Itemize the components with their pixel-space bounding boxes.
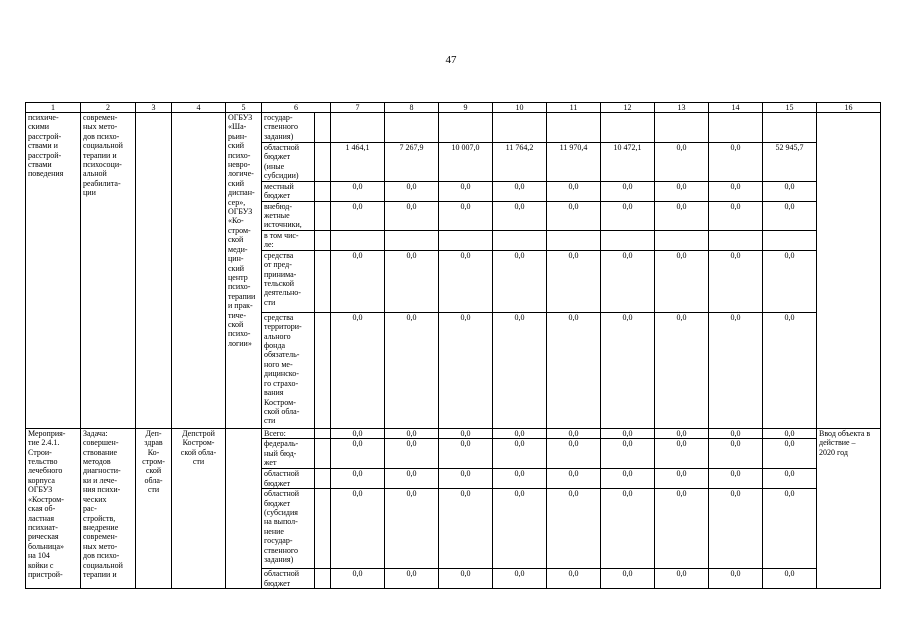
value-cell-col7: 0,0 — [331, 181, 385, 201]
column-header-10: 10 — [493, 103, 547, 113]
column-header-4: 4 — [172, 103, 226, 113]
event-name-cell: психиче- скими расстрой- ствами и расстрой- ствами поведения — [26, 113, 81, 429]
value-cell-col10: 0,0 — [493, 569, 547, 589]
value-cell-col14: 0,0 — [709, 250, 763, 312]
value-cell-col14: 0,0 — [709, 439, 763, 469]
value-cell-col13: 0,0 — [655, 312, 709, 428]
spacer-cell — [315, 439, 331, 469]
value-cell-col11: 0,0 — [547, 439, 601, 469]
value-cell-col11: 11 970,4 — [547, 143, 601, 182]
funding-source-label: Всего: — [262, 428, 315, 438]
value-cell-col9 — [439, 113, 493, 143]
value-cell-col8 — [385, 230, 439, 250]
result-cell — [817, 181, 881, 201]
column-header-5: 5 — [226, 103, 262, 113]
funding-source-label: федераль- ный бюд- жет — [262, 439, 315, 469]
column-header-1: 1 — [26, 103, 81, 113]
value-cell-col15: 52 945,7 — [763, 143, 817, 182]
value-cell-col7: 0,0 — [331, 250, 385, 312]
event-name-cell: Мероприя- тие 2.4.1. Строи- тельство лечебного корпуса ОГБУЗ «Костром- ская об- ластная психиат- рическая больница» на 104 койки с пристрой- — [26, 428, 81, 588]
value-cell-col8: 0,0 — [385, 428, 439, 438]
value-cell-col10: 0,0 — [493, 469, 547, 489]
value-cell-col13: 0,0 — [655, 201, 709, 230]
value-cell-col12: 0,0 — [601, 428, 655, 438]
value-cell-col7 — [331, 113, 385, 143]
value-cell-col9: 0,0 — [439, 569, 493, 589]
value-cell-col7: 0,0 — [331, 201, 385, 230]
result-cell — [817, 201, 881, 230]
value-cell-col15: 0,0 — [763, 439, 817, 469]
value-cell-col15 — [763, 113, 817, 143]
value-cell-col9: 0,0 — [439, 439, 493, 469]
value-cell-col11: 0,0 — [547, 469, 601, 489]
value-cell-col14: 0,0 — [709, 312, 763, 428]
value-cell-col12: 0,0 — [601, 312, 655, 428]
value-cell-col15: 0,0 — [763, 250, 817, 312]
value-cell-col12: 0,0 — [601, 469, 655, 489]
value-cell-col13: 0,0 — [655, 439, 709, 469]
value-cell-col12: 0,0 — [601, 439, 655, 469]
value-cell-col13: 0,0 — [655, 428, 709, 438]
value-cell-col15: 0,0 — [763, 469, 817, 489]
result-cell — [817, 143, 881, 182]
value-cell-col8: 0,0 — [385, 569, 439, 589]
value-cell-col11: 0,0 — [547, 181, 601, 201]
spacer-cell — [315, 230, 331, 250]
result-cell — [817, 312, 881, 428]
value-cell-col7: 0,0 — [331, 312, 385, 428]
value-cell-col15: 0,0 — [763, 181, 817, 201]
value-cell-col10: 0,0 — [493, 201, 547, 230]
task-cell: современ- ных мето- дов психо- социальной терапии и психосоци- альной реабилита- ции — [81, 113, 136, 429]
column-header-9: 9 — [439, 103, 493, 113]
value-cell-col7 — [331, 230, 385, 250]
spacer-cell — [315, 250, 331, 312]
spacer-cell — [315, 113, 331, 143]
column-header-12: 12 — [601, 103, 655, 113]
value-cell-col13: 0,0 — [655, 569, 709, 589]
value-cell-col13: 0,0 — [655, 489, 709, 569]
column-header-14: 14 — [709, 103, 763, 113]
value-cell-col7: 0,0 — [331, 428, 385, 438]
value-cell-col14: 0,0 — [709, 181, 763, 201]
task-cell: Задача: совершен- ствование методов диагности- ки и лече- ния психи- ческих рас- стройств, внедрение современ- ных мето- дов психо- социальной терапии и — [81, 428, 136, 588]
value-cell-col15: 0,0 — [763, 489, 817, 569]
value-cell-col12 — [601, 230, 655, 250]
value-cell-col12 — [601, 113, 655, 143]
value-cell-col11: 0,0 — [547, 250, 601, 312]
value-cell-col10: 0,0 — [493, 428, 547, 438]
value-cell-col13: 0,0 — [655, 250, 709, 312]
value-cell-col8: 0,0 — [385, 250, 439, 312]
result-cell — [817, 230, 881, 250]
funding-source-label: государ- ственного задания) — [262, 113, 315, 143]
column-header-16: 16 — [817, 103, 881, 113]
value-cell-col12: 10 472,1 — [601, 143, 655, 182]
value-cell-col10 — [493, 230, 547, 250]
value-cell-col14: 0,0 — [709, 143, 763, 182]
spacer-cell — [315, 201, 331, 230]
funding-source-label: средства от пред- принима- тельской деятельно- сти — [262, 250, 315, 312]
value-cell-col15: 0,0 — [763, 569, 817, 589]
value-cell-col8: 0,0 — [385, 201, 439, 230]
value-cell-col8: 0,0 — [385, 312, 439, 428]
page-number: 47 — [445, 54, 457, 66]
value-cell-col14: 0,0 — [709, 469, 763, 489]
column-header-6: 6 — [262, 103, 331, 113]
value-cell-col14: 0,0 — [709, 428, 763, 438]
value-cell-col14: 0,0 — [709, 489, 763, 569]
value-cell-col13: 0,0 — [655, 143, 709, 182]
executor-org-cell — [226, 428, 262, 588]
value-cell-col7: 0,0 — [331, 489, 385, 569]
spacer-cell — [315, 143, 331, 182]
funding-source-label: областной бюджет (субсидия на выпол- нение государ- ственного задания) — [262, 489, 315, 569]
value-cell-col10: 0,0 — [493, 489, 547, 569]
value-cell-col10: 0,0 — [493, 439, 547, 469]
value-cell-col11: 0,0 — [547, 489, 601, 569]
value-cell-col13: 0,0 — [655, 181, 709, 201]
value-cell-col14: 0,0 — [709, 569, 763, 589]
value-cell-col11: 0,0 — [547, 428, 601, 438]
responsible-cell — [136, 113, 172, 429]
value-cell-col11: 0,0 — [547, 569, 601, 589]
funding-source-label: внебюд- жетные источники, — [262, 201, 315, 230]
value-cell-col7: 0,0 — [331, 569, 385, 589]
value-cell-col9 — [439, 230, 493, 250]
value-cell-col14 — [709, 113, 763, 143]
value-cell-col13 — [655, 230, 709, 250]
budget-table — [25, 102, 881, 589]
value-cell-col12: 0,0 — [601, 489, 655, 569]
value-cell-col14: 0,0 — [709, 201, 763, 230]
spacer-cell — [315, 469, 331, 489]
value-cell-col8: 0,0 — [385, 181, 439, 201]
value-cell-col10: 0,0 — [493, 312, 547, 428]
funding-source-label: областной бюджет (иные субсидии) — [262, 143, 315, 182]
value-cell-col8: 0,0 — [385, 439, 439, 469]
value-cell-col12: 0,0 — [601, 569, 655, 589]
column-header-11: 11 — [547, 103, 601, 113]
value-cell-col11 — [547, 230, 601, 250]
value-cell-col13: 0,0 — [655, 469, 709, 489]
value-cell-col11: 0,0 — [547, 312, 601, 428]
table-row — [26, 428, 881, 438]
value-cell-col7: 1 464,1 — [331, 143, 385, 182]
value-cell-col15 — [763, 230, 817, 250]
value-cell-col15: 0,0 — [763, 312, 817, 428]
result-cell — [817, 113, 881, 143]
result-cell — [817, 250, 881, 312]
executor-org-cell: ОГБУЗ «Ша- рьин- ский психо- невро- логиче- ский диспан- сер», ОГБУЗ «Ко- стром- ской меди- цин- ский центр психо- терапии и прак- тиче- ской психо- логии» — [226, 113, 262, 429]
column-header-15: 15 — [763, 103, 817, 113]
column-header-8: 8 — [385, 103, 439, 113]
value-cell-col9: 0,0 — [439, 312, 493, 428]
spacer-cell — [315, 569, 331, 589]
spacer-cell — [315, 181, 331, 201]
funding-source-label: областной бюджет — [262, 469, 315, 489]
value-cell-col13 — [655, 113, 709, 143]
value-cell-col10 — [493, 113, 547, 143]
value-cell-col9: 0,0 — [439, 181, 493, 201]
column-header-7: 7 — [331, 103, 385, 113]
value-cell-col9: 0,0 — [439, 428, 493, 438]
value-cell-col9: 0,0 — [439, 489, 493, 569]
value-cell-col10: 0,0 — [493, 250, 547, 312]
coexecutor-cell: Депстрой Костром- ской обла- сти — [172, 428, 226, 588]
funding-source-label: в том чис- ле: — [262, 230, 315, 250]
table-row — [26, 113, 881, 143]
value-cell-col10: 0,0 — [493, 181, 547, 201]
column-header-3: 3 — [136, 103, 172, 113]
value-cell-col9: 10 007,0 — [439, 143, 493, 182]
value-cell-col9: 0,0 — [439, 201, 493, 230]
funding-source-label: местный бюджет — [262, 181, 315, 201]
value-cell-col8: 0,0 — [385, 469, 439, 489]
value-cell-col12: 0,0 — [601, 181, 655, 201]
value-cell-col7: 0,0 — [331, 439, 385, 469]
value-cell-col8: 0,0 — [385, 489, 439, 569]
header-row — [26, 103, 881, 113]
value-cell-col15: 0,0 — [763, 428, 817, 438]
responsible-cell: Деп- здрав Ко- стром- ской обла- сти — [136, 428, 172, 588]
value-cell-col11: 0,0 — [547, 201, 601, 230]
value-cell-col9: 0,0 — [439, 469, 493, 489]
spacer-cell — [315, 428, 331, 438]
value-cell-col9: 0,0 — [439, 250, 493, 312]
result-note: Ввод объекта в действие – 2020 год — [817, 428, 881, 588]
value-cell-col7: 0,0 — [331, 469, 385, 489]
value-cell-col12: 0,0 — [601, 201, 655, 230]
value-cell-col8: 7 267,9 — [385, 143, 439, 182]
value-cell-col8 — [385, 113, 439, 143]
value-cell-col11 — [547, 113, 601, 143]
value-cell-col12: 0,0 — [601, 250, 655, 312]
spacer-cell — [315, 489, 331, 569]
column-header-2: 2 — [81, 103, 136, 113]
value-cell-col15: 0,0 — [763, 201, 817, 230]
column-header-13: 13 — [655, 103, 709, 113]
coexecutor-cell — [172, 113, 226, 429]
funding-source-label: областной бюджет — [262, 569, 315, 589]
value-cell-col14 — [709, 230, 763, 250]
spacer-cell — [315, 312, 331, 428]
value-cell-col10: 11 764,2 — [493, 143, 547, 182]
funding-source-label: средства территори- ального фонда обязатель- ного ме- дицинско- го страхо- вания Костром- ской обла- сти — [262, 312, 315, 428]
